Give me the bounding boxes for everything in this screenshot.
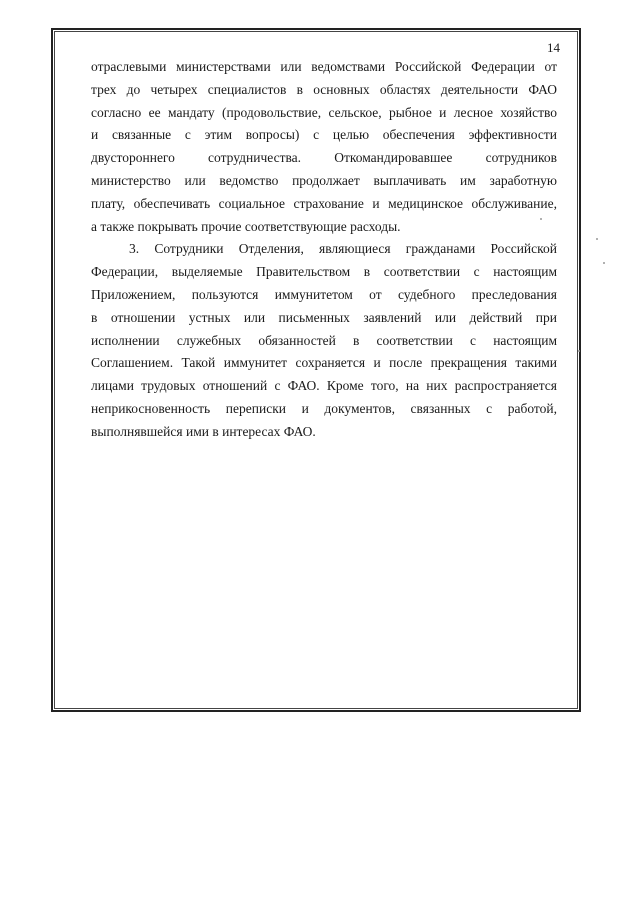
document-body <box>91 56 557 444</box>
text-line: согласно ее мандату (продовольствие, сельское, рыбное и лесное хозяйство <box>91 104 557 120</box>
scan-speck <box>596 238 598 240</box>
text-line: лицами трудовых отношений с ФАО. Кроме того, на них распространяется <box>91 378 557 394</box>
text-line: в отношении устных или письменных заявлений или действий при <box>91 309 557 325</box>
text-line: неприкосновенность переписки и документов, связанных с работой, <box>91 400 557 416</box>
text-line: Приложением, пользуются иммунитетом от судебного преследования <box>91 286 557 302</box>
text-line: Соглашением. Такой иммунитет сохраняется и после прекращения такими <box>91 355 557 371</box>
text-line: и связанные с этим вопросы) с целью обеспечения эффективности <box>91 127 557 143</box>
text-line: отраслевыми министерствами или ведомствами Российской Федерации от <box>91 59 557 74</box>
text-line: министерство или ведомство продолжает выплачивать им заработную <box>91 172 557 188</box>
text-line: Федерации, выделяемые Правительством в соответствии с настоящим <box>91 264 557 280</box>
text-line: двустороннего сотрудничества. Откомандировавшее сотрудников <box>91 150 557 166</box>
scan-speck <box>578 350 580 352</box>
text-line: исполнении служебных обязанностей в соответствии с настоящим <box>91 332 557 348</box>
text-line: плату, обеспечивать социальное страхование и медицинское обслуживание, <box>91 195 557 211</box>
scan-speck <box>540 218 542 220</box>
text-line: 3. Сотрудники Отделения, являющиеся гражданами Российской <box>129 241 557 257</box>
scan-speck <box>603 262 605 264</box>
text-line: а также покрывать прочие соответствующие расходы. <box>91 218 401 234</box>
text-line: выполнявшейся ими в интересах ФАО. <box>91 423 316 439</box>
text-line: трех до четырех специалистов в основных областях деятельности ФАО <box>91 81 557 97</box>
paragraph-continuation <box>91 56 557 238</box>
page-number: 14 <box>547 40 560 55</box>
paragraph-item-3 <box>91 238 557 443</box>
